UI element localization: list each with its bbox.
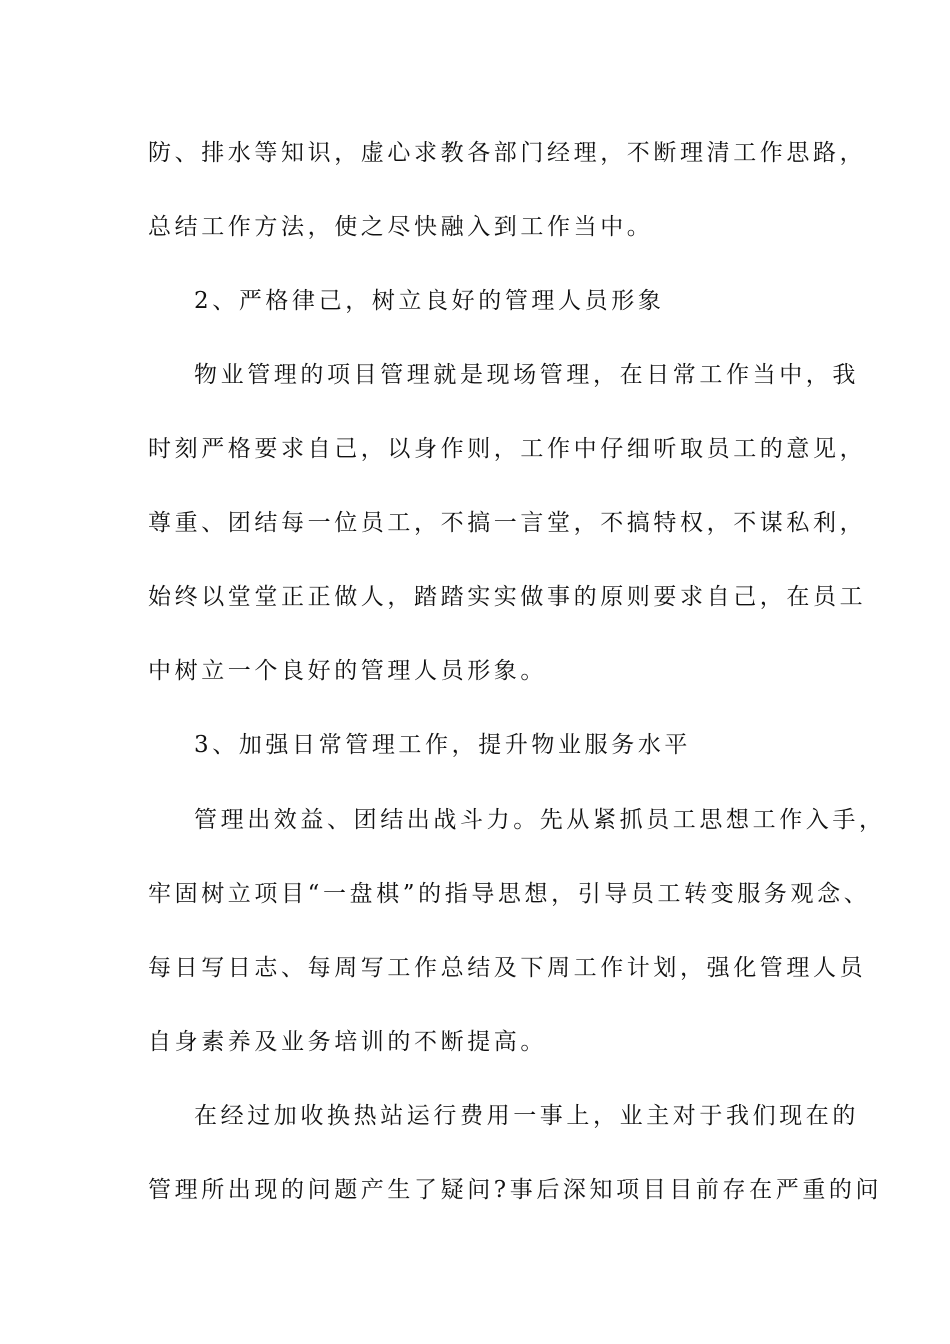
text-line-4: 物业管理的项目管理就是现场管理，在日常工作当中，我	[194, 362, 859, 388]
text-line-13: 自身素养及业务培训的不断提高。	[148, 1029, 547, 1055]
text-line-10: 管理出效益、团结出战斗力。先从紧抓员工思想工作入手，	[194, 807, 886, 833]
section-heading-3: 3、加强日常管理工作，提升物业服务水平	[194, 732, 692, 758]
text-line-14: 在经过加收换热站运行费用一事上，业主对于我们现在的	[194, 1103, 859, 1129]
text-line-8: 中树立一个良好的管理人员形象。	[148, 658, 547, 684]
text-line-1: 防、排水等知识，虚心求教各部门经理，不断理清工作思路，	[148, 140, 867, 166]
text-line-11: 牢固树立项目“一盘棋”的指导思想，引导员工转变服务观念、	[148, 881, 871, 907]
text-line-2: 总结工作方法，使之尽快融入到工作当中。	[148, 214, 654, 240]
text-line-6: 尊重、团结每一位员工，不搞一言堂，不搞特权，不谋私利，	[148, 510, 867, 536]
text-line-12: 每日写日志、每周写工作总结及下周工作计划，强化管理人员	[148, 955, 867, 981]
text-line-5: 时刻严格要求自己，以身作则，工作中仔细听取员工的意见，	[148, 436, 867, 462]
section-heading-2: 2、严格律己，树立良好的管理人员形象	[194, 288, 665, 314]
text-line-7: 始终以堂堂正正做人，踏踏实实做事的原则要求自己，在员工	[148, 584, 867, 610]
text-line-15: 管理所出现的问题产生了疑问?事后深知项目目前存在严重的问	[148, 1177, 883, 1203]
